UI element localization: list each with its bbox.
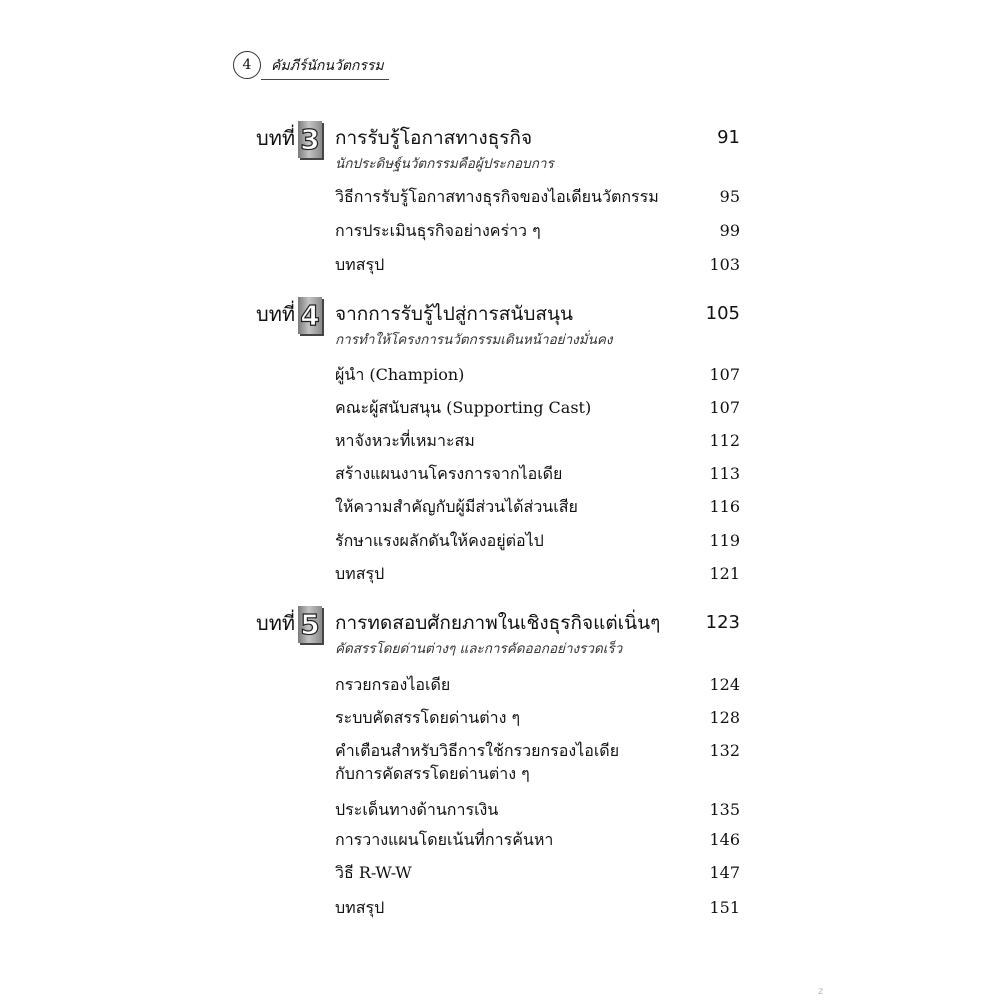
header-divider [261, 79, 389, 80]
toc-entry [335, 363, 740, 389]
chapter-page: 91 [717, 127, 740, 148]
chapter-subtitle: นักประดิษฐ์นวัตกรรมคือผู้ประกอบการ [335, 156, 554, 172]
book-title: คัมภีร์นักนวัตกรรม [271, 58, 384, 74]
toc-entry [335, 462, 740, 488]
chapter-subtitle: การทำให้โครงการนวัตกรรมเดินหน้าอย่างมั่นคง [335, 332, 613, 348]
chapter-label: บทที่ [256, 302, 296, 326]
toc-entry-title: บทสรุป [335, 255, 385, 274]
running-header [233, 51, 389, 81]
toc-entry-page: 99 [719, 221, 740, 240]
toc-entry-title: ให้ความสำคัญกับผู้มีส่วนได้ส่วนเสีย [335, 497, 578, 516]
toc-entry [335, 706, 740, 732]
toc-entry [335, 861, 740, 887]
toc-entry-title: บทสรุป [335, 898, 385, 917]
toc-entry-title: รักษาแรงผลักดันให้คงอยู่ต่อไป [335, 531, 544, 550]
chapter-title: การรับรู้โอกาสทางธุรกิจ [335, 127, 533, 149]
toc-entry [335, 219, 740, 245]
toc-entry [335, 673, 740, 699]
toc-entry-page: 112 [709, 431, 740, 450]
toc-entry-title: สร้างแผนงานโครงการจากไอเดีย [335, 464, 563, 483]
chapter-number-badge: 4 [298, 297, 322, 334]
toc-entry-page: 151 [709, 898, 740, 917]
toc-entry-title: การวางแผนโดยเน้นที่การค้นหา [335, 830, 554, 849]
chapter-title: การทดสอบศักยภาพในเชิงธุรกิจแต่เนิ่นๆ [335, 612, 661, 634]
toc-entry-page: 119 [709, 531, 740, 550]
toc-entry [335, 896, 740, 922]
page-number: 4 [233, 51, 261, 79]
toc-entry-title: คำเตือนสำหรับวิธีการใช้กรวยกรองไอเดีย [335, 741, 620, 760]
chapter-number-badge: 5 [298, 606, 322, 643]
chapter-title: จากการรับรู้ไปสู่การสนับสนุน [335, 303, 573, 325]
chapter-page: 105 [705, 303, 740, 324]
toc-entry [335, 429, 740, 455]
toc-entry-page: 116 [709, 497, 740, 516]
toc-entry-title: คณะผู้สนับสนุน (Supporting Cast) [335, 398, 592, 417]
chapter-page: 123 [705, 612, 740, 633]
toc-entry [335, 798, 740, 824]
toc-entry-page: 124 [709, 675, 740, 694]
toc-entry [335, 828, 740, 854]
toc-entry-title: ประเด็นทางด้านการเงิน [335, 800, 499, 819]
toc-entry-page: 147 [709, 863, 740, 882]
toc-entry-page: 135 [709, 800, 740, 819]
toc-entry-title: หาจังหวะที่เหมาะสม [335, 431, 475, 450]
toc-entry-page: 121 [709, 564, 740, 583]
toc-entry-title: วิธี R-W-W [335, 863, 412, 882]
toc-entry-page: 103 [709, 255, 740, 274]
toc-entry-page: 132 [709, 741, 740, 760]
corner-mark: z [818, 986, 824, 997]
toc-entry-title: ผู้นำ (Champion) [335, 365, 465, 384]
toc-entry [335, 739, 740, 789]
toc-entry-page: 113 [709, 464, 740, 483]
toc-entry [335, 529, 740, 555]
toc-entry-page: 107 [709, 365, 740, 384]
chapter-label: บทที่ [256, 126, 296, 150]
toc-entry [335, 185, 740, 211]
toc-entry-page: 107 [709, 398, 740, 417]
chapter-number-badge: 3 [298, 121, 322, 158]
toc-entry-page: 128 [709, 708, 740, 727]
chapter-label: บทที่ [256, 611, 296, 635]
toc-entry-title: บทสรุป [335, 564, 385, 583]
toc-entry-page: 95 [719, 187, 740, 206]
toc-entry-title: ระบบคัดสรรโดยด่านต่าง ๆ [335, 708, 521, 727]
toc-entry-title-continued: กับการคัดสรรโดยด่านต่าง ๆ [335, 764, 530, 783]
toc-entry-title: วิธีการรับรู้โอกาสทางธุรกิจของไอเดียนวัตกรรม [335, 187, 659, 206]
toc-entry [335, 396, 740, 422]
toc-entry-title: กรวยกรองไอเดีย [335, 675, 451, 694]
toc-entry [335, 495, 740, 521]
toc-entry [335, 253, 740, 279]
chapter-subtitle: คัดสรรโดยด่านต่างๆ และการคัดออกอย่างรวดเร็ว [335, 641, 623, 657]
toc-entry [335, 562, 740, 588]
toc-entry-title: การประเมินธุรกิจอย่างคร่าว ๆ [335, 221, 541, 240]
toc-entry-page: 146 [709, 830, 740, 849]
